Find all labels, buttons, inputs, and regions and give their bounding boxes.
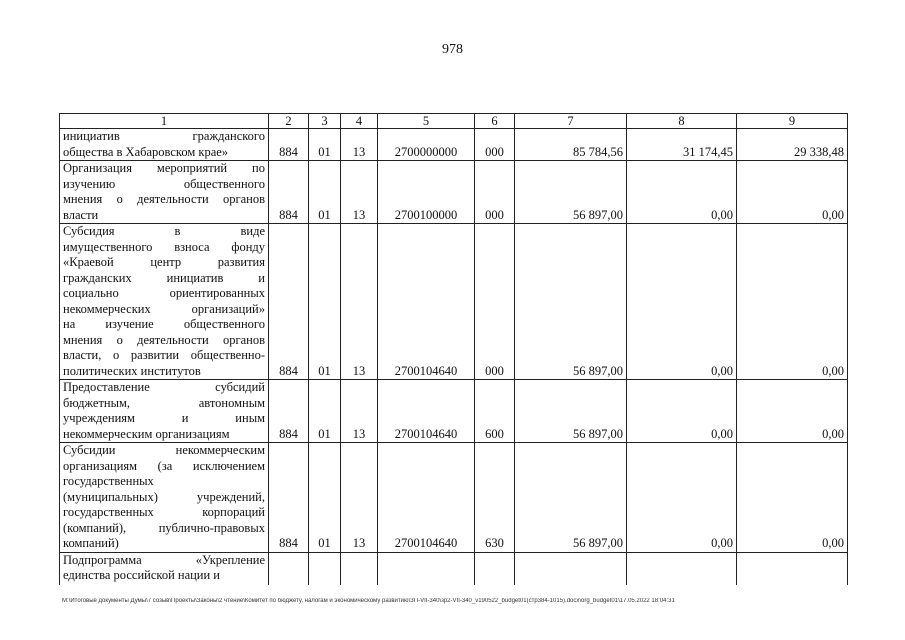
table-row xyxy=(60,552,848,585)
header-cell: 1 xyxy=(60,114,269,129)
header-cell: 2 xyxy=(269,114,309,129)
target-article-code: 2700104640 xyxy=(378,380,475,443)
header-cell: 7 xyxy=(515,114,627,129)
amount-year-1 xyxy=(515,552,627,585)
description-line: власти, о развитии общественно- xyxy=(63,348,265,362)
grbs-code: 884 xyxy=(269,161,309,224)
subsection-code xyxy=(341,552,378,585)
description-line: учреждениям и иным xyxy=(63,411,265,425)
amount-year-1: 56 897,00 xyxy=(515,224,627,380)
amount-year-1: 85 784,56 xyxy=(515,129,627,161)
expense-type-code: 000 xyxy=(475,129,515,161)
amount-year-3: 0,00 xyxy=(737,380,848,443)
expense-type-code: 000 xyxy=(475,161,515,224)
file-path-footer: M:\Итоговые документы Думы\7 созыв\Проекты\Законы\2 чтение\Комитет по бюджету, налогам и экономическому развитию\ЗП-VII-340\зр2-VII-340_v190522_budget01(стр384-1015).docx\org_budget01\17.05.2022 18:04:31 xyxy=(62,598,675,604)
grbs-code: 884 xyxy=(269,129,309,161)
section-code: 01 xyxy=(309,380,341,443)
amount-year-3: 0,00 xyxy=(737,224,848,380)
description-line: социально ориентированных xyxy=(63,286,265,300)
grbs-code: 884 xyxy=(269,443,309,553)
table-row xyxy=(60,443,848,553)
target-article-code xyxy=(378,552,475,585)
grbs-code: 884 xyxy=(269,380,309,443)
amount-year-3: 0,00 xyxy=(737,443,848,553)
section-code: 01 xyxy=(309,161,341,224)
amount-year-3: 0,00 xyxy=(737,161,848,224)
row-description xyxy=(60,161,269,224)
page-number: 978 xyxy=(442,42,463,57)
description-line: некоммерческих организаций» xyxy=(63,301,265,316)
description-line: общества в Хабаровском крае» xyxy=(63,144,229,159)
subsection-code: 13 xyxy=(341,380,378,443)
description-line: (компаний), публично-правовых xyxy=(63,520,265,535)
section-code: 01 xyxy=(309,443,341,553)
description-line: государственных xyxy=(63,474,154,488)
description-line: бюджетным, автономным xyxy=(63,395,265,410)
target-article-code: 2700100000 xyxy=(378,161,475,224)
target-article-code: 2700104640 xyxy=(378,443,475,553)
grbs-code: 884 xyxy=(269,224,309,380)
description-line: организациям (за исключением xyxy=(63,458,265,473)
grbs-code xyxy=(269,552,309,585)
row-description xyxy=(60,224,269,380)
expense-type-code xyxy=(475,552,515,585)
amount-year-2: 0,00 xyxy=(627,161,737,224)
header-cell: 8 xyxy=(627,114,737,129)
description-line: инициатив гражданского xyxy=(63,129,265,143)
amount-year-1: 56 897,00 xyxy=(515,380,627,443)
subsection-code: 13 xyxy=(341,161,378,224)
description-line: изучению общественного xyxy=(63,176,265,191)
table-row xyxy=(60,380,848,443)
amount-year-1: 56 897,00 xyxy=(515,443,627,553)
expense-type-code: 630 xyxy=(475,443,515,553)
expense-type-code: 000 xyxy=(475,224,515,380)
amount-year-3 xyxy=(737,552,848,585)
target-article-code: 2700104640 xyxy=(378,224,475,380)
description-line: политических институтов xyxy=(63,363,201,378)
table-row xyxy=(60,224,848,380)
description-line: гражданских инициатив и xyxy=(63,270,265,285)
description-line: Субсидии некоммерческим xyxy=(63,443,265,457)
description-line: мнения о деятельности органов xyxy=(63,332,265,347)
description-line: на изучение общественного xyxy=(63,317,265,331)
target-article-code: 2700000000 xyxy=(378,129,475,161)
description-line: компаний) xyxy=(63,536,119,550)
row-description xyxy=(60,443,269,553)
amount-year-2: 0,00 xyxy=(627,380,737,443)
amount-year-2: 0,00 xyxy=(627,443,737,553)
amount-year-1: 56 897,00 xyxy=(515,161,627,224)
description-line: государственных корпораций xyxy=(63,505,265,519)
description-line: Подпрограмма «Укрепление xyxy=(63,552,265,567)
amount-year-3: 29 338,48 xyxy=(737,129,848,161)
description-line: (муниципальных) учреждений, xyxy=(63,489,265,504)
description-line: некоммерческим организациям xyxy=(63,426,230,441)
row-description xyxy=(60,552,269,585)
header-cell: 9 xyxy=(737,114,848,129)
description-line: Субсидия в виде xyxy=(63,224,265,238)
amount-year-2 xyxy=(627,552,737,585)
table-row xyxy=(60,129,848,161)
section-code: 01 xyxy=(309,224,341,380)
header-cell: 6 xyxy=(475,114,515,129)
budget-table xyxy=(59,113,848,585)
description-line: единства российской нации и xyxy=(63,568,221,582)
table-header-row xyxy=(60,114,848,129)
description-line: Предоставление субсидий xyxy=(63,380,265,394)
table-row xyxy=(60,161,848,224)
subsection-code: 13 xyxy=(341,224,378,380)
header-cell: 4 xyxy=(341,114,378,129)
row-description xyxy=(60,380,269,443)
header-cell: 5 xyxy=(378,114,475,129)
amount-year-2: 31 174,45 xyxy=(627,129,737,161)
header-cell: 3 xyxy=(309,114,341,129)
row-description xyxy=(60,129,269,161)
description-line: «Краевой центр развития xyxy=(63,255,265,269)
description-line: имущественного взноса фонду xyxy=(63,239,265,254)
amount-year-2: 0,00 xyxy=(627,224,737,380)
subsection-code: 13 xyxy=(341,443,378,553)
description-line: власти xyxy=(63,207,99,222)
description-line: Организация мероприятий по xyxy=(63,161,265,175)
expense-type-code: 600 xyxy=(475,380,515,443)
subsection-code: 13 xyxy=(341,129,378,161)
description-line: мнения о деятельности органов xyxy=(63,192,265,206)
section-code xyxy=(309,552,341,585)
section-code: 01 xyxy=(309,129,341,161)
